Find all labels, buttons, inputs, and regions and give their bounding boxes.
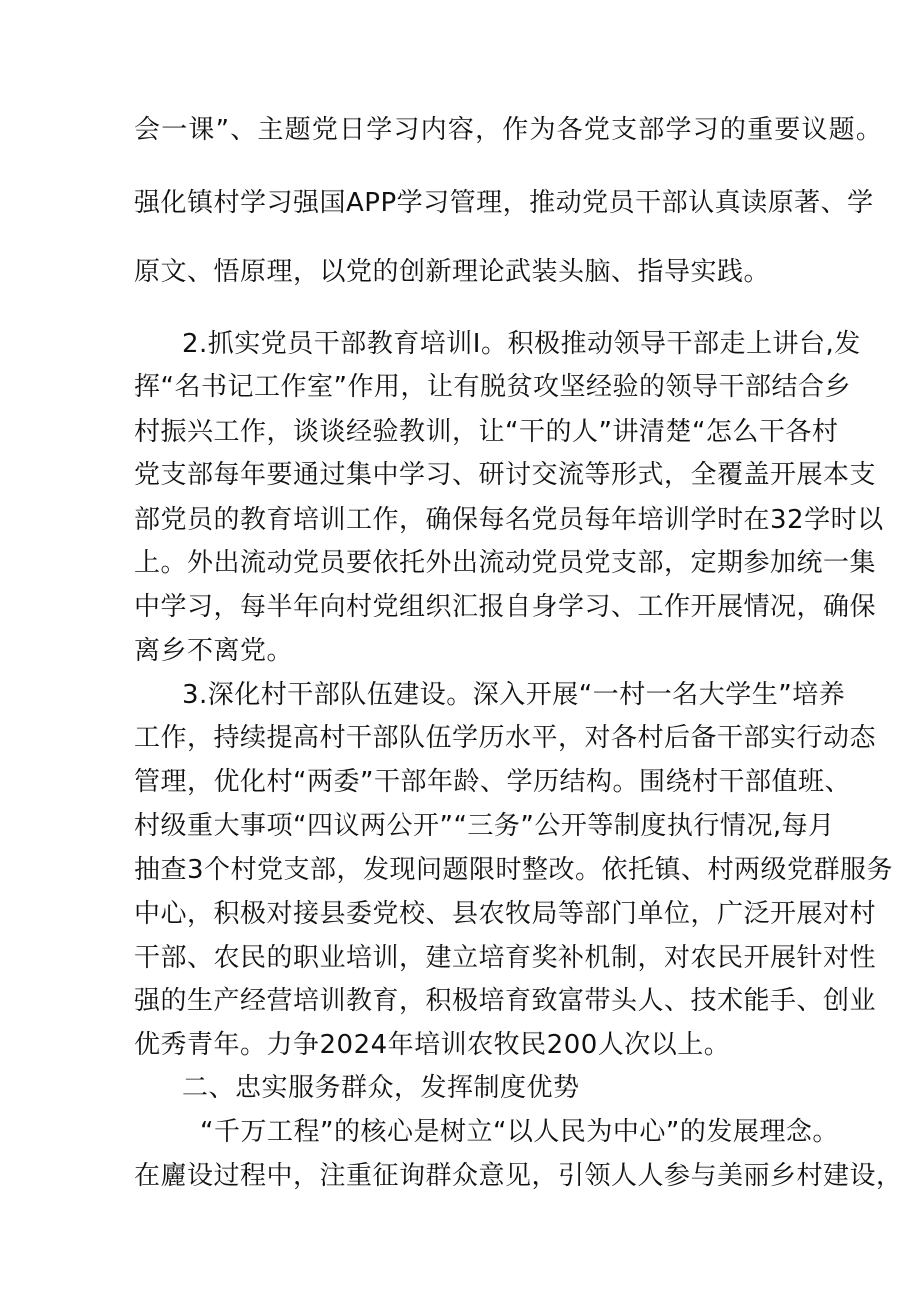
text-line: 干部、农民的职业培训，建立培育奖补机制，对农民开展针对性 xyxy=(134,943,877,973)
text-line: 原文、悟原理，以党的创新理论武装头脑、指导实践。 xyxy=(134,257,771,287)
text-line: 优秀青年。力争2024年培训农牧民200人次以上。 xyxy=(134,1030,731,1060)
text-line: 会一课”、主题党日学习内容，作为各党支部学习的重要议题。 xyxy=(134,115,884,145)
text-line: 工作，持续提高村干部队伍学历水平，对各村后备干部实行动态 xyxy=(134,723,877,753)
text-line: 村级重大事项“四议两公开”“三务”公开等制度执行情况,每月 xyxy=(134,811,835,841)
text-line: 村振兴工作，谈谈经验教训，让“干的人”讲清楚“怎么干各村 xyxy=(134,417,839,447)
section-heading-2: 2.抓实党员干部教育培训I。积极推动领导干部走上讲台,发 xyxy=(182,329,861,359)
text-line: 抽查3个村党支部，发现问题限时整改。依托镇、村两级党群服务 xyxy=(134,855,894,885)
text-line: 管理，优化村“两委”干部年龄、学历结构。围绕村干部值班、 xyxy=(134,767,851,797)
text-line: “千万工程”的核心是树立“以人民为中心”的发展理念。 xyxy=(200,1117,839,1147)
text-line: 中学习，每半年向村党组织汇报自身学习、工作开展情况，确保 xyxy=(134,592,877,622)
text-line: 上。外出流动党员要依托外出流动党员党支部，定期参加统一集 xyxy=(134,548,877,578)
section-heading-main: 二、忠实服务群众，发挥制度优势 xyxy=(182,1073,580,1103)
section-heading-3: 3.深化村干部队伍建设。深入开展“一村一名大学生”培养 xyxy=(182,680,846,710)
text-line: 党支部每年要通过集中学习、研讨交流等形式，全覆盖开展本支 xyxy=(134,460,877,490)
text-line: 离乡不离党。 xyxy=(134,636,294,666)
text-line: 强的生产经营培训教育，积极培育致富带头人、技术能手、创业 xyxy=(134,986,877,1016)
text-line: 强化镇村学习强国APP学习管理，推动党员干部认真读原著、学 xyxy=(134,188,874,218)
text-line: 挥“名书记工作室”作用，让有脱贫攻坚经验的领导干部结合乡 xyxy=(134,372,851,402)
text-line: 部党员的教育培训工作，确保每名党员每年培训学时在32学时以 xyxy=(134,505,884,535)
text-line: 在廲设过程中，注重征询群众意见，引领人人参与美丽乡村建设， xyxy=(134,1161,903,1191)
text-line: 中心，积极对接县委党校、县农牧局等部门单位，广泛开展对村 xyxy=(134,899,877,929)
